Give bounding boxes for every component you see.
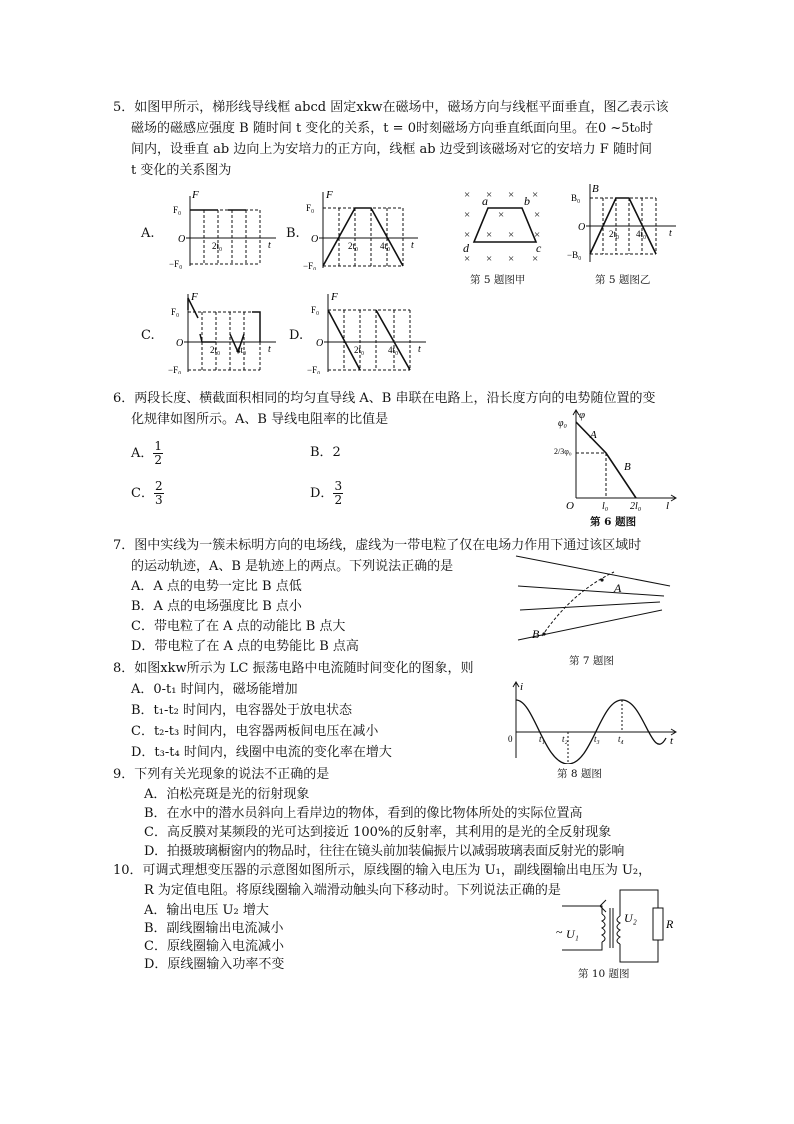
- axis-t-label: t: [418, 344, 421, 355]
- phi0-label: φ₀: [558, 418, 568, 429]
- tick-4t0: 4t₀: [388, 345, 399, 355]
- svg-text:×: ×: [534, 229, 541, 241]
- tick-t2: t₂: [562, 734, 568, 744]
- q5-caption-jia: 第 5 题图甲: [470, 274, 526, 286]
- origin-label: 0: [508, 734, 513, 744]
- axis-t-label: t: [669, 228, 672, 239]
- f0-label: F₀: [306, 203, 315, 213]
- q10-stem-line2: R 为定值电阻。将原线圈输入端滑动触头向下移动时。下列说法正确的是: [144, 883, 561, 898]
- q6-figure: [552, 408, 682, 514]
- q5-option-a-label: A.: [141, 226, 155, 241]
- q7-figure: [512, 552, 674, 646]
- q10-option-d: D．原线圈输入功率不变: [144, 957, 285, 972]
- neg-f0-label: −F₀: [169, 259, 183, 269]
- axis-t-label: t: [268, 344, 271, 355]
- svg-text:×: ×: [508, 189, 515, 201]
- q6-option-a: A． $\frac{1}{2}$: [131, 439, 163, 467]
- q5-stem-line1: 5．如图甲所示，梯形线导线框 abcd 固定xkw在磁场中，磁场方向与线框平面垂直，图乙表示该: [113, 100, 669, 115]
- svg-text:×: ×: [508, 229, 515, 241]
- q10-option-c: C．原线圈输入电流减小: [144, 939, 284, 954]
- svg-text:×: ×: [464, 189, 471, 201]
- b0-label: B₀: [571, 193, 581, 203]
- neg-f0-label: −F₀: [303, 261, 317, 270]
- origin-label: O: [578, 222, 586, 233]
- axis-f-label: F: [192, 189, 199, 201]
- point-a-label: A: [614, 581, 622, 595]
- svg-text:×: ×: [534, 209, 541, 221]
- vertex-d: d: [463, 241, 469, 255]
- q5-stem-line3: 间内，设垂直 ab 边向上为安培力的正方向，线框 ab 边受到该磁场对它的安培力 F 随时间: [131, 142, 652, 157]
- axis-b-label: B: [592, 183, 599, 195]
- tick-2t0: 2t₀: [609, 229, 620, 239]
- q9-stem: 9．下列有关光现象的说法不正确的是: [113, 767, 330, 782]
- axis-phi: φ: [579, 409, 586, 421]
- q8-stem: 8．如图xkw所示为 LC 振荡电路中电流随时间变化的图象，则: [113, 661, 474, 676]
- q5-option-d-label: D.: [289, 328, 304, 343]
- tick-4t0: 4t₀: [236, 345, 247, 355]
- f0-label: F₀: [171, 307, 180, 317]
- svg-text:×: ×: [498, 209, 505, 221]
- q9-option-b: B．在水中的潜水员斜向上看岸边的物体，看到的像比物体所处的实际位置高: [144, 806, 583, 821]
- point-b-label: B: [532, 627, 540, 641]
- tick-2t0: 2t₀: [212, 241, 223, 251]
- q6-caption: 第 6 题图: [590, 516, 637, 528]
- q5-figure-yi: [566, 182, 678, 266]
- neg-b0-label: −B₀: [567, 250, 582, 260]
- u2-label: U₂: [624, 911, 637, 925]
- origin-label: O: [178, 234, 186, 245]
- tick-4t0: 4t₀: [380, 241, 391, 251]
- q5-stem-line2: 磁场的磁感应强度 B 随时间 t 变化的关系，t = 0时刻磁场方向垂直纸面向里。在0 ~5t₀时: [131, 121, 653, 136]
- vertex-c: c: [536, 241, 542, 255]
- q7-stem-line1: 7．图中实线为一簇未标明方向的电场线，虚线为一带电粒了仅在电场力作用下通过该区域时: [113, 538, 642, 553]
- q8-option-a: A．0-t₁ 时间内，磁场能增加: [131, 682, 298, 697]
- q8-caption: 第 8 题图: [557, 768, 602, 780]
- q8-figure: [504, 678, 680, 764]
- segment-b-label: B: [624, 461, 631, 473]
- q9-option-a: A．泊松亮斑是光的衍射现象: [144, 787, 310, 802]
- q8-option-d: D．t₃-t₄ 时间内，线圈中电流的变化率在增大: [131, 745, 392, 760]
- tick-l0: l₀: [602, 501, 609, 512]
- q5-stem-line4: t 变化的关系图为: [131, 163, 232, 178]
- axis-f-label: F: [331, 291, 338, 303]
- neg-f0-label: −F₀: [168, 365, 182, 374]
- q7-option-c: C．带电粒了在 A 点的动能比 B 点大: [131, 619, 346, 634]
- q5-option-b-graph: [303, 188, 423, 270]
- two-third-phi0-label: 2/3φ₀: [554, 447, 572, 456]
- q9-option-d: D．拍摄玻璃橱窗内的物品时，往往在镜头前加装偏振片以减弱玻璃表面反射光的影响: [144, 844, 625, 859]
- vertex-a: a: [482, 194, 488, 208]
- q6-option-d: D． $\frac{3}{2}$: [310, 479, 343, 507]
- q10-figure: [554, 886, 680, 966]
- origin-label: O: [176, 338, 184, 349]
- q6-option-c: C． $\frac{2}{3}$: [131, 479, 163, 507]
- q7-option-a: A．A 点的电势一定比 B 点低: [131, 579, 302, 594]
- segment-a-label: A: [590, 429, 597, 441]
- svg-text:×: ×: [532, 189, 539, 201]
- axis-i: i: [520, 681, 524, 693]
- tick-t4: t₄: [618, 734, 624, 744]
- svg-text:×: ×: [464, 209, 471, 221]
- tick-2l0: 2l₀: [630, 501, 642, 512]
- q6-stem-line1: 6．两段长度、横截面积相同的均匀直导线 A、B 串联在电路上，沿长度方向的电势随位置的变: [113, 391, 656, 406]
- q5-option-c-label: C.: [141, 328, 155, 343]
- q7-stem-line2: 的运动轨迹，A、B 是轨迹上的两点。下列说法正确的是: [131, 559, 454, 574]
- q5-option-d-graph: [306, 290, 430, 374]
- q10-option-b: B．副线圈输出电流减小: [144, 921, 284, 936]
- ac-source-symbol: ~: [556, 925, 563, 939]
- axis-t: t: [670, 735, 674, 747]
- q7-caption: 第 7 题图: [569, 655, 614, 667]
- tick-2t0: 2t₀: [354, 345, 365, 355]
- origin-label: O: [311, 234, 319, 245]
- q9-option-c: C．高反膜对某频段的光可达到接近 100%的反射率，其利用的是光的全反射现象: [144, 825, 612, 840]
- q6-stem-line2: 化规律如图所示。A、B 导线电阻率的比值是: [131, 412, 389, 427]
- axis-f-label: F: [326, 189, 333, 201]
- tick-t1: t₁: [539, 734, 545, 744]
- tick-2t0: 2t₀: [348, 241, 359, 251]
- neg-f0-label: −F₀: [307, 365, 321, 374]
- q8-option-b: B．t₁-t₂ 时间内，电容器处于放电状态: [131, 703, 352, 718]
- vertex-b: b: [524, 194, 530, 208]
- svg-text:×: ×: [486, 189, 493, 201]
- q6-option-b: B．2: [310, 445, 341, 460]
- svg-text:×: ×: [464, 253, 471, 264]
- svg-text:×: ×: [464, 229, 471, 241]
- origin-label: O: [566, 500, 574, 512]
- q5-option-c-graph: [168, 290, 280, 374]
- q5-option-a-graph: [168, 188, 278, 270]
- q10-stem-line1: 10．可调式理想变压器的示意图如图所示，原线圈的输入电压为 U₁，副线圈输出电压为 U₂，: [113, 863, 652, 878]
- svg-text:×: ×: [508, 253, 515, 264]
- f0-label: F₀: [311, 305, 320, 315]
- q10-option-a: A．输出电压 U₂ 增大: [144, 903, 269, 918]
- svg-text:×: ×: [486, 229, 493, 241]
- axis-t-label: t: [411, 240, 414, 251]
- svg-text:×: ×: [532, 253, 539, 264]
- q7-option-b: B．A 点的电场强度比 B 点小: [131, 599, 302, 614]
- resistor-label: R: [666, 917, 674, 931]
- q10-caption: 第 10 题图: [578, 968, 630, 980]
- tick-t3: t₃: [594, 734, 600, 744]
- axis-t-label: t: [268, 240, 271, 251]
- svg-text:×: ×: [486, 253, 493, 264]
- q7-option-d: D．带电粒了在 A 点的电势能比 B 点高: [131, 639, 359, 654]
- q5-caption-yi: 第 5 题图乙: [595, 274, 651, 286]
- q5-figure-jia: [462, 186, 552, 264]
- tick-2t0: 2t₀: [210, 345, 221, 355]
- origin-label: O: [316, 338, 324, 349]
- q8-option-c: C．t₂-t₃ 时间内，电容器两板间电压在减小: [131, 724, 379, 739]
- tick-4t0: 4t₀: [636, 229, 647, 239]
- axis-f-label: F: [191, 291, 198, 303]
- u1-label: U₁: [566, 927, 579, 941]
- q5-option-b-label: B.: [286, 226, 300, 241]
- f0-label: F₀: [173, 205, 182, 215]
- axis-l: l: [666, 500, 670, 512]
